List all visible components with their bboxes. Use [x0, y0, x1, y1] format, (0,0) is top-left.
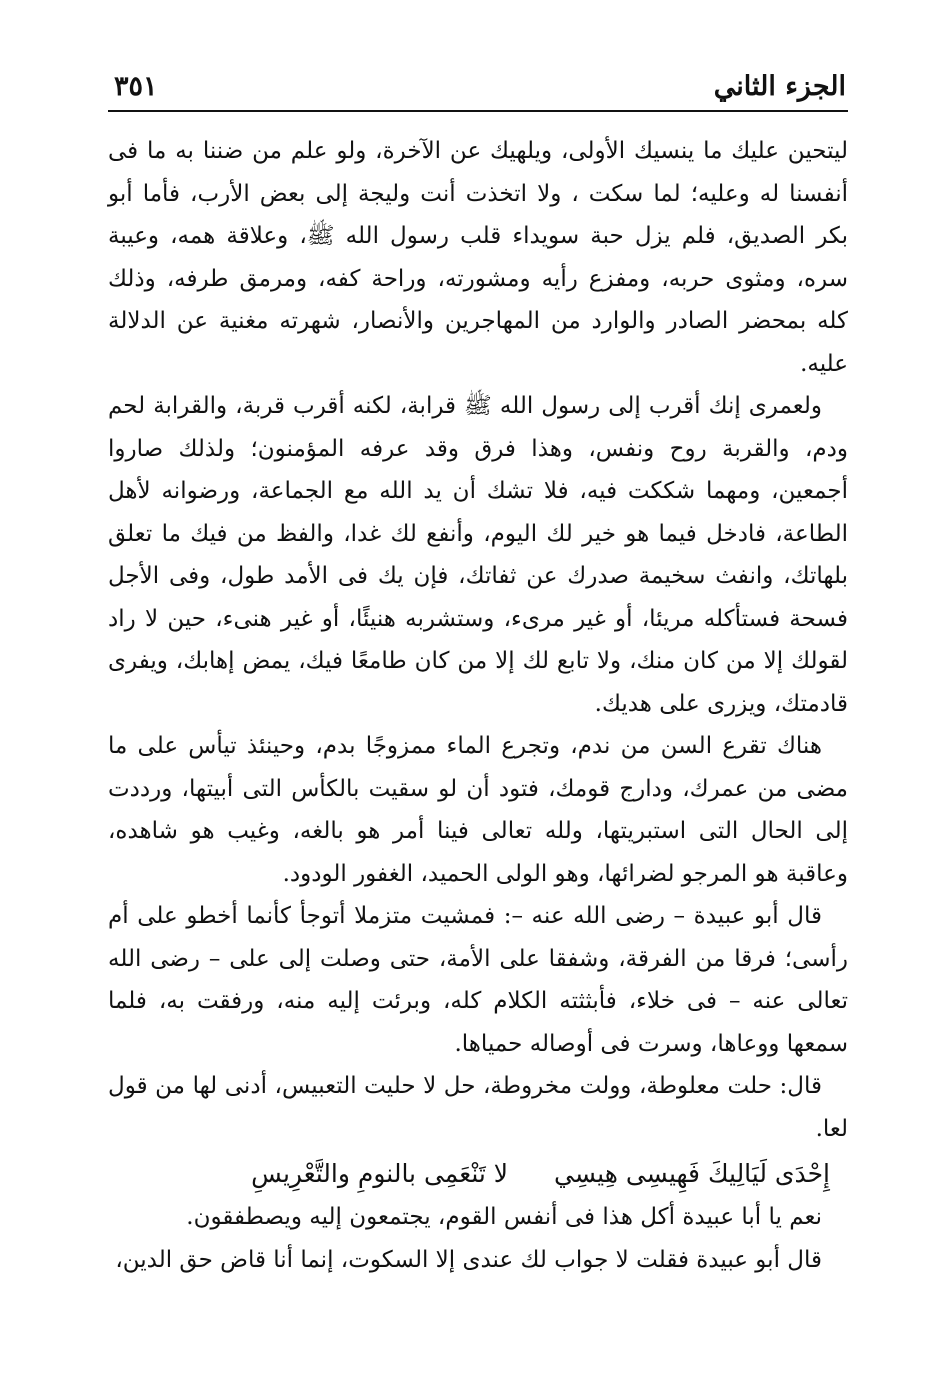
verse-second-hemistich: لا تَنْعَمِى بالنومِ والتَّعْرِيسِ: [251, 1159, 509, 1188]
running-title: الجزء الثاني: [713, 71, 846, 102]
paragraph-4: قال أبو عبيدة – رضى الله عنه –: فمشيت متزملا أتوجأ كأنما أخطو على أم رأسى؛ فرقا من الفرقة، وشفقا على الأمة، حتى وصلت إلى على – رضى الله تعالى عنه – فى خلاء، فأبثثته الكلام كله، وبرئت إليه منه، ورفقت به، فلما سمعها ووعاها، وسرت فى أوصاله حمياها.: [108, 903, 848, 1057]
body-text: [108, 130, 848, 1281]
poetry-verse: [108, 1152, 848, 1196]
paragraph-1: ليتحين عليك ما ينسيك الأولى، ويلهيك عن الآخرة، ولو علم من ضننا به ما فى أنفسنا له وعليه؛ لما سكت ، ولا اتخذت أنت وليجة إلى بعض الأرب، فأما أبو بكر الصديق، فلم يزل حبة سويداء قلب رسول الله ﷺ، وعلاقة همه، وعيبة سره، ومثوى حربه، ومفزع رأيه ومشورته، وراحة كفه، ومرمق طرفه، وذلك كله بمحضر الصادر والوارد من المهاجرين والأنصار، شهرته مغنية عن الدلالة عليه.: [108, 138, 848, 377]
header-divider: [108, 110, 848, 112]
page-header: [108, 58, 848, 102]
paragraph-7: قال أبو عبيدة فقلت لا جواب لك عندى إلا السكوت، إنما أنا قاض حق الدين،: [115, 1246, 822, 1273]
paragraph-2: ولعمرى إنك أقرب إلى رسول الله ﷺ قرابة، لكنه أقرب قربة، والقرابة لحم ودم، والقربة روح ونفس، وهذا فرق وقد عرفه المؤمنون؛ ولذلك صاروا أجمعين، ومهما شككت فيه، فلا تشك أن يد الله مع الجماعة، ورضوانه لأهل الطاعة، فادخل فيما هو خير لك اليوم، وأنفع لك غدا، والفظ من فيك ما تعلق بلهاتك، وانفث سخيمة صدرك عن ثفاتك، فإن يك فى الأمد طول، وفى الأجل فسحة فستأكله مريئا، أو غير مرىء، وستشربه هنيئًا، أو غير هنىء، حين لا راد لقولك إلا من كان منك، ولا تابع لك إلا من كان طامعًا فيك، يمض إهابك، ويفرى قادمتك، ويزرى على هديك.: [108, 393, 848, 717]
paragraph-6: نعم يا أبا عبيدة أكل هذا فى أنفس القوم، يجتمعون إليه ويصطفقون.: [186, 1204, 822, 1230]
verse-first-hemistich: إِحْدَى لَيَالِيكَ فَهِيسِى هِيسِي: [554, 1159, 830, 1188]
paragraph-5: قال: حلت معلوطة، وولت مخروطة، حل لا حليت التعبيس، أدنى لها من قول لعا.: [108, 1073, 848, 1142]
page-number: ٣٥١: [114, 71, 158, 102]
paragraph-3: هناك تقرع السن من ندم، وتجرع الماء ممزوجًا بدم، وحينئذ تيأس على ما مضى من عمرك، ودارج قومك، فتود أن لو سقيت بالكأس التى أبيتها، ورددت إلى الحال التى استبريتها، ولله تعالى فينا أمر هو بالغه، وغيب هو شاهده، وعاقبة هو المرجو لضرائها، وهو الولى الحميد، الغفور الودود.: [108, 733, 848, 887]
book-page: [108, 58, 848, 1281]
